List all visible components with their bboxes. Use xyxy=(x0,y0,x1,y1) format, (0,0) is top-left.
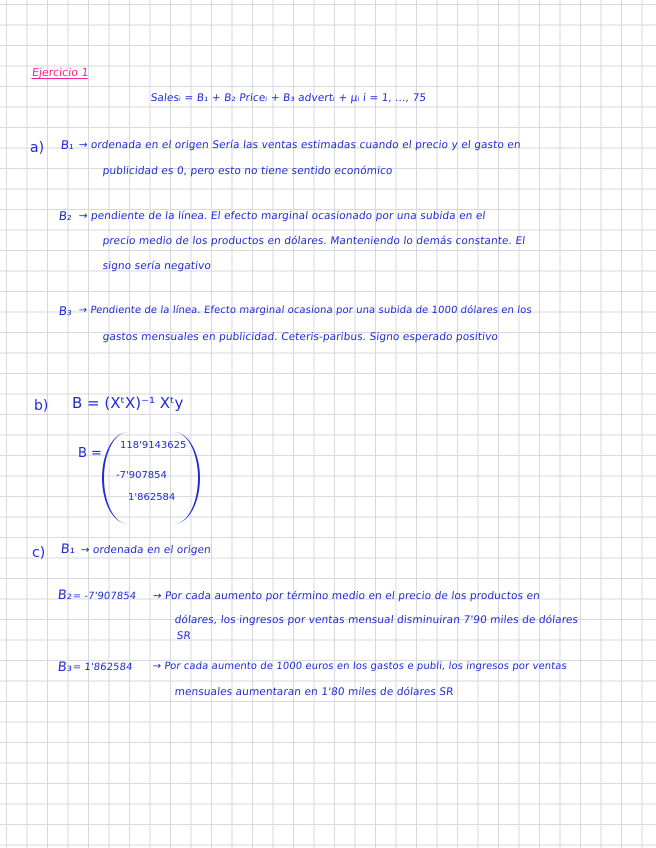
part-a-b2-symbol: B₂ xyxy=(58,209,73,223)
part-b-label: b) xyxy=(34,398,49,414)
part-c-b3-line2: mensuales aumentaran en 1'80 miles de dólares SR xyxy=(174,686,455,698)
part-a-b2-line3: signo sería negativo xyxy=(102,260,212,272)
beta-vector-value-3: 1'862584 xyxy=(128,492,176,503)
part-c-label: c) xyxy=(32,545,46,561)
beta-vector-value-2: -7'907854 xyxy=(116,470,167,481)
part-c-b1-symbol: B₁ xyxy=(60,542,76,557)
beta-vector-lhs: B = xyxy=(78,446,102,461)
part-c-b2-value: = -7'907854 xyxy=(72,591,137,602)
ols-formula: B = (XᵗX)⁻¹ Xᵗy xyxy=(72,394,184,412)
part-a-label: a) xyxy=(30,140,45,156)
exercise-title: Ejercicio 1 xyxy=(31,66,90,79)
part-a-b1-line1: → ordenada en el origen Sería las ventas estimadas cuando el precio y el gasto en xyxy=(78,139,522,151)
part-c-b3-symbol: B₃ xyxy=(57,660,73,675)
part-a-b2-line2: precio medio de los productos en dólares. Manteniendo lo demás constante. El xyxy=(102,235,526,247)
part-c-b2-line1: → Por cada aumento por término medio en el precio de los productos en xyxy=(152,590,541,602)
part-a-b1-line2: publicidad es 0, pero esto no tiene sentido económico xyxy=(102,165,394,177)
beta-vector-value-1: 118'9143625 xyxy=(120,440,187,451)
part-a-b3-line2: gastos mensuales en publicidad. Ceteris-paribus. Signo esperado positivo xyxy=(102,331,499,343)
part-a-b1-symbol: B₁ xyxy=(60,138,75,152)
part-c-b1-text: → ordenada en el origen xyxy=(80,544,212,556)
part-c-b2-line3: SR xyxy=(176,630,192,642)
part-c-b2-symbol: B₂ xyxy=(57,588,73,603)
part-c-b3-value: = 1'862584 xyxy=(72,662,133,673)
part-a-b3-line1: → Pendiente de la línea. Efecto marginal ocasiona por una subida de 1000 dólares en los xyxy=(78,305,533,316)
part-a-b3-symbol: B₃ xyxy=(58,304,73,318)
part-a-b2-line1: → pendiente de la línea. El efecto marginal ocasionado por una subida en el xyxy=(78,210,487,222)
part-c-b3-line1: → Por cada aumento de 1000 euros en los gastos e publi, los ingresos por ventas xyxy=(152,661,568,672)
model-equation: Salesᵢ = B₁ + B₂ Priceᵢ + B₃ advertᵢ + μᵢ i = 1, ..., 75 xyxy=(150,92,427,104)
part-c-b2-line2: dólares, los ingresos por ventas mensual disminuiran 7'90 miles de dólares xyxy=(174,614,579,626)
